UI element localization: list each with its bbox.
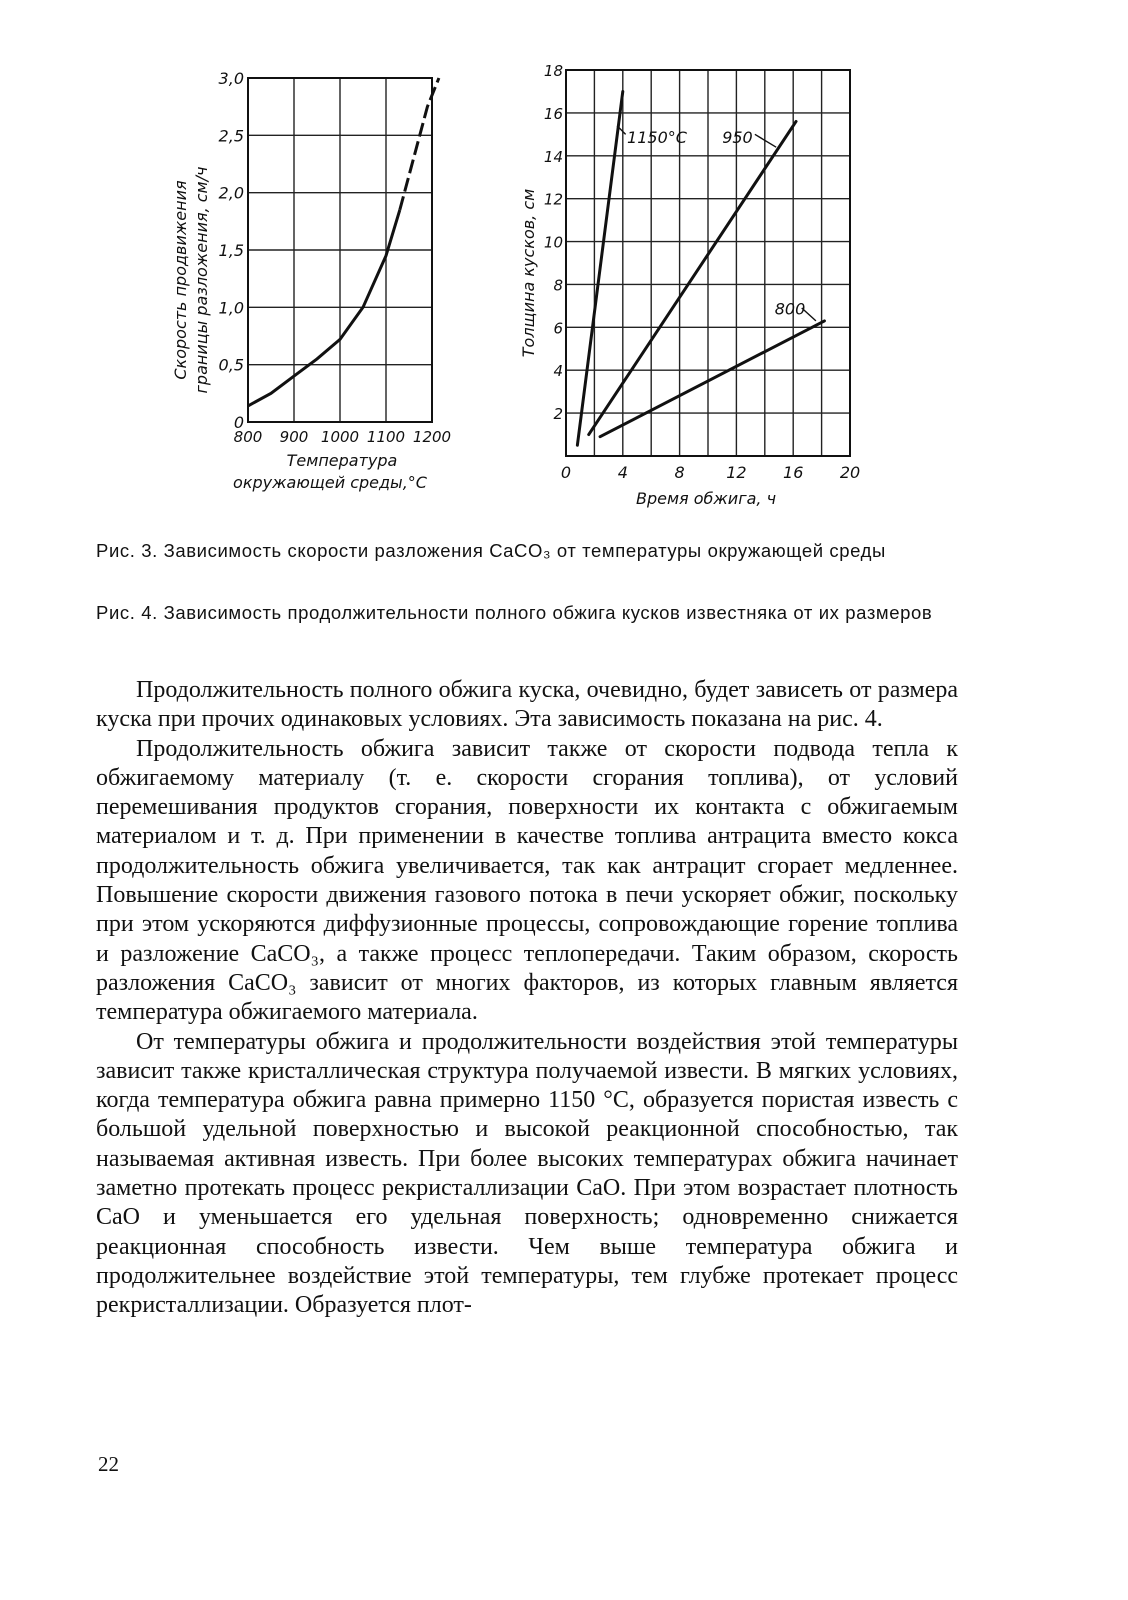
y-tick-label: 6 (553, 319, 563, 338)
figure-4-svg (520, 60, 870, 520)
y-tick-label: 1,5 (218, 241, 244, 260)
series-label: 1150°С (627, 127, 687, 147)
y-tick-label: 2 (553, 405, 563, 424)
y-tick-label: 2,0 (218, 183, 244, 203)
x-axis-label: окружающей среды,°C (233, 473, 427, 492)
y-axis-label: Толщина кусков, см (520, 188, 538, 358)
figure-3-caption: Рис. 3. Зависимость скорости разложения CaCO₃ от температуры окружающей среды (96, 540, 886, 561)
y-tick-label: 1,0 (218, 298, 244, 318)
y-tick-label: 4 (553, 362, 563, 381)
figure-4-chart (520, 60, 870, 520)
body-text (96, 676, 958, 1321)
y-axis-label: Скорость продвижения (171, 180, 190, 380)
y-tick-label: 18 (543, 62, 563, 80)
curve-dashed (400, 78, 439, 210)
x-tick-label: 800 (233, 428, 263, 446)
y-axis-label-group (171, 167, 211, 394)
y-tick-label: 14 (543, 147, 563, 166)
x-tick-label: 900 (279, 428, 309, 446)
x-tick-label: 16 (783, 463, 804, 482)
x-axis-label: Время обжига, ч (635, 489, 777, 508)
y-tick-label: 2,5 (218, 126, 244, 146)
x-tick-label: 1200 (412, 428, 452, 446)
x-tick-label: 12 (726, 463, 747, 482)
figure-3-svg (160, 60, 460, 520)
y-tick-label: 8 (553, 276, 563, 295)
y-axis-label: границы разложения, см/ч (192, 166, 211, 394)
y-tick-label: 0,5 (218, 355, 244, 375)
x-tick-label: 8 (674, 463, 685, 482)
figure-3-chart (160, 60, 460, 520)
x-tick-label: 0 (560, 463, 572, 482)
figure-4-caption: Рис. 4. Зависимость продолжительности полного обжига кусков известняка от их размеров (96, 602, 933, 623)
paragraph: От температуры обжига и продолжительности воздействия этой температуры зависит также кристаллическая структура получаемой извести. В мягких условиях, когда температура обжига равна примерно 1150 °С, образуется пористая известь с большой удельной поверхностью и высокой реакционной способностью, так называемая активная известь. При более высоких температурах обжига начинает заметно протекать процесс рекристаллизации CaO. При этом возрастает плотность CaO и уменьшается его удельная поверхность; одновременно снижается реакционная способность извести. Чем выше температура обжига и продолжительнее воздействие этой температуры, тем глубже протекает процесс рекристаллизации. Образуется плот- (96, 1028, 958, 1319)
x-tick-label: 4 (617, 463, 628, 482)
y-tick-label: 3,0 (218, 69, 244, 88)
y-tick-label: 16 (543, 104, 563, 123)
x-tick-label: 20 (839, 463, 861, 482)
label-leader (755, 134, 776, 147)
x-axis-label: Температура (286, 451, 398, 470)
y-tick-label: 10 (543, 233, 563, 252)
paragraph: Продолжительность полного обжига куска, очевидно, будет зависеть от размера куска при прочих одинаковых условиях. Эта зависимость показана на рис. 4. (96, 677, 958, 733)
series-label: 950 (722, 127, 753, 147)
y-tick-label: 0 (233, 413, 244, 432)
paragraph: Продолжительность обжига зависит также от скорости подвода тепла к обжигаемому материалу (т. е. скорости сгорания топлива), от условий перемешивания продуктов сгорания, поверхности их контакта с обжигаемым материалом и т. д. При применении в качестве топлива антрацита вместо кокса продолжительность обжига увеличивается, так как антрацит сгорает медленнее. Повышение скорости движения газового потока в печи ускоряет обжиг, поскольку при этом ускоряются диффузионные процессы, сопровождающие горение топлива и разложение CaCO₃, а также процесс теплопередачи. Таким образом, скорость разложения CaCO₃ зависит от многих факторов, из которых главным является температура обжигаемого материала. (96, 735, 958, 1026)
y-axis-label-group (520, 189, 538, 357)
x-tick-label: 1100 (366, 428, 406, 446)
y-tick-label: 12 (543, 190, 563, 209)
series-line (600, 321, 824, 437)
x-tick-label: 1000 (320, 428, 360, 446)
page-number: 22 (98, 1452, 119, 1476)
series-label: 800 (774, 299, 806, 319)
